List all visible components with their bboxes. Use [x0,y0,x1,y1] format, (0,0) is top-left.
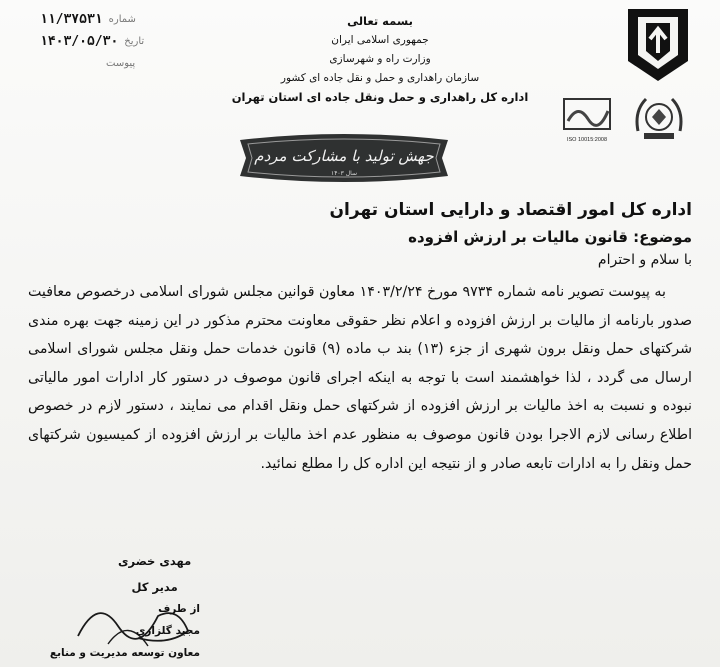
on-behalf-block [40,598,200,664]
paragraph-line: خدمات حمل ونقل مجلس شورای اسلامی ارسال می گردد ، لذا خواهشمند است با توجه به اینکه [28,341,692,386]
letterhead [220,12,540,107]
signer-name: مهدی خضری [118,554,192,568]
emblems [558,88,688,148]
signer-title: مدیر کل [131,580,178,594]
paragraph-line: موصوف به منظور عدم اخذ مالیات بر ارزش افزوده از کمیسیون شرکتهای حمل ونقل را به ادارات تابعه [28,426,692,472]
addressee: اداره کل امور اقتصاد و دارایی استان تهران [329,200,692,220]
number-label: شماره [108,13,136,25]
letter-number-row [40,8,180,30]
iso-certificate-icon [558,91,616,145]
bismillah-line: بسمه تعالی [347,14,413,28]
letter-meta [40,8,180,74]
slogan-banner [234,130,454,185]
country-line: جمهوری اسلامی ایران [331,34,429,46]
department-line: اداره کل راهداری و حمل ونقل جاده ای استان تهران [231,90,529,104]
on-behalf-label: از طرف [158,603,200,615]
slogan-year: سال ۱۴۰۳ [330,170,358,177]
paragraph-line: درخصوص معافیت صدور بارنامه از مالیات بر ارزش افزوده و اعلام نظر حقوقی معاونت محترم مذکور در [28,284,692,329]
letter-number: ۱۱/۳۷۵۳۱ [40,11,103,27]
letter-date: ۱۴۰۳/۰۵/۳۰ [40,33,119,49]
on-behalf-title: معاون توسعه مدیریت و منابع [49,647,200,659]
attachment-label: پیوست [106,57,136,69]
greeting: با سلام و احترام [597,252,692,268]
on-behalf-name: مجید گلزاری [135,625,200,637]
svg-text:ISO 10015:2008: ISO 10015:2008 [566,137,608,143]
quality-award-icon [630,91,688,145]
paragraph-line: شرکتهای حمل ونقل اقدام می نمایند ، دستور لازم در خصوص اطلاع رسانی لازم الاجرا بودن قانون [28,398,693,443]
letter-date-row [40,30,180,52]
paragraph-line: اجرای قانون موصوف در دستور کار ادارات امور مالیاتی نبوده و نسبت به اخذ مالیات بر ارزش افزوده از [28,369,692,415]
slogan-text: جهش تولید با مشارکت مردم [254,147,434,165]
date-label: تاریخ [124,35,145,47]
letter-body [28,200,692,478]
attachment-row [40,52,180,74]
paragraph-line: صادر و از نتیجه این اداره کل را مطلع نمائید. [260,455,522,472]
letter-paragraph [28,278,692,478]
organization-logo-icon [624,5,692,85]
ministry-line: وزارت راه و شهرسازی [329,53,431,65]
subject-line: موضوع: قانون مالیات بر ارزش افزوده [408,228,692,246]
paragraph-line: به پیوست تصویر نامه شماره ۹۷۳۴ مورخ ۱۴۰۳/۲/۲۴ معاون قوانین مجلس شورای اسلامی [139,284,666,300]
paragraph-line: این زمینه جهت بهره مندی شرکتهای حمل ونقل برون شهری از جزء (۱۳) بند ب ماده (۹) قانون [28,312,692,358]
organization-line: سازمان راهداری و حمل و نقل جاده ای کشور [280,72,480,84]
